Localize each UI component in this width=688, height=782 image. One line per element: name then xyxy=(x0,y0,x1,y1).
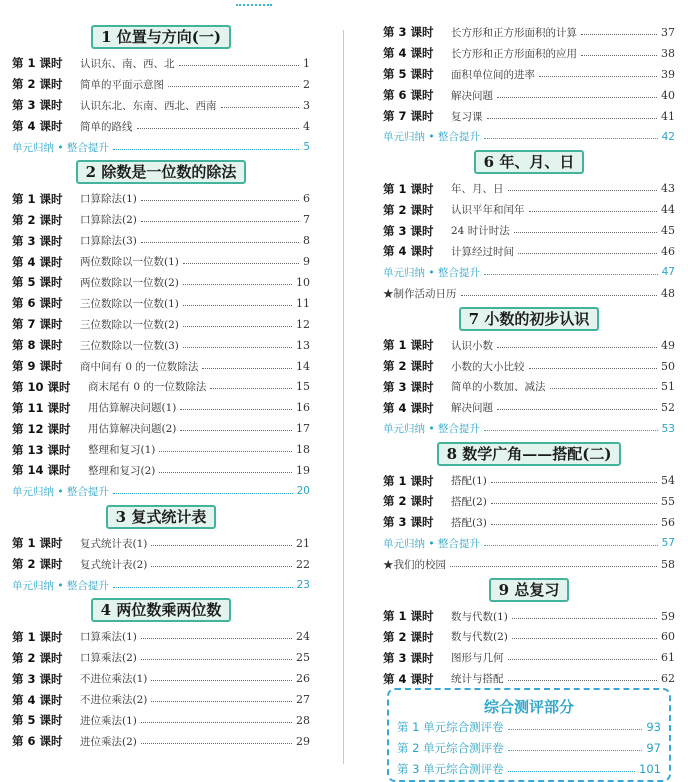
lesson-number: 第 3 课时 xyxy=(383,379,434,394)
dot-leader xyxy=(180,430,292,431)
lesson-entry[interactable] xyxy=(12,439,310,460)
dot-leader xyxy=(151,566,292,567)
assessment-title: 综合测评部分 xyxy=(483,698,574,716)
page-number: 101 xyxy=(639,762,661,777)
entry-title: 进位乘法(2) xyxy=(80,735,137,748)
dot-leader xyxy=(141,638,292,639)
dot-leader xyxy=(512,618,657,619)
dot-leader xyxy=(210,388,292,389)
entry-title: 单元归纳 • 整合提升 xyxy=(383,537,480,550)
dot-leader xyxy=(179,65,300,66)
entry-title: 统计与搭配 xyxy=(451,673,504,686)
entry-title: 计算经过时间 xyxy=(451,245,514,258)
page-number: 7 xyxy=(303,213,310,227)
entry-title: 搭配(1) xyxy=(451,475,487,488)
lesson-number: 第 2 课时 xyxy=(12,212,63,227)
dot-leader xyxy=(484,274,658,275)
entry-title: 单元归纳 • 整合提升 xyxy=(12,485,109,498)
lesson-entry[interactable] xyxy=(12,376,310,397)
page-number: 9 xyxy=(303,255,310,269)
entry-title: 长方形和正方形面积的计算 xyxy=(451,26,577,39)
unit-summary-entry[interactable] xyxy=(383,533,675,554)
page-number: 53 xyxy=(661,422,675,435)
page-number: 54 xyxy=(661,474,675,488)
page-number: 26 xyxy=(296,672,310,686)
lesson-number: 第 2 课时 xyxy=(383,359,434,374)
page-number: 41 xyxy=(661,109,675,123)
entry-title: 第 1 单元综合测评卷 xyxy=(397,720,504,735)
page-number: 55 xyxy=(661,494,675,508)
lesson-entry[interactable] xyxy=(12,710,310,731)
dot-leader xyxy=(581,34,657,35)
entry-title: 单元归纳 • 整合提升 xyxy=(12,141,109,154)
unit-summary-entry[interactable] xyxy=(383,418,675,439)
dot-leader xyxy=(497,347,657,348)
lesson-entry[interactable] xyxy=(383,356,675,377)
dot-leader xyxy=(168,86,299,87)
page-number: 38 xyxy=(661,46,675,60)
entry-title: 认识东北、东南、西北、西南 xyxy=(80,99,217,112)
lesson-number: 第 3 课时 xyxy=(383,223,434,238)
lesson-entry[interactable] xyxy=(383,376,675,397)
entry-title: 用估算解决问题(2) xyxy=(88,423,177,436)
dot-leader xyxy=(581,55,657,56)
page-number: 22 xyxy=(296,557,310,571)
lesson-entry[interactable] xyxy=(12,626,310,647)
unit-heading[interactable]: 1 位置与方向(一) xyxy=(91,25,231,49)
entry-title: 第 3 单元综合测评卷 xyxy=(397,762,504,777)
page-number: 44 xyxy=(661,203,675,217)
page-number: 62 xyxy=(661,672,675,686)
page-number: 23 xyxy=(296,579,310,592)
lesson-number: 第 5 课时 xyxy=(383,67,434,82)
lesson-number: 第 14 课时 xyxy=(12,463,71,478)
page-number: 60 xyxy=(661,630,675,644)
page-number: 11 xyxy=(296,296,310,310)
entry-title: 认识东、南、西、北 xyxy=(80,57,175,70)
entry-title: 复式统计表(2) xyxy=(80,558,148,571)
lesson-entry[interactable] xyxy=(12,460,310,481)
lesson-entry[interactable] xyxy=(383,491,675,512)
lesson-number: 第 1 课时 xyxy=(12,629,63,644)
entry-title: 解决问题 xyxy=(451,402,493,415)
dot-leader xyxy=(487,118,658,119)
entry-title: 认识小数 xyxy=(451,339,493,352)
page-number: 48 xyxy=(661,286,675,300)
lesson-entry[interactable] xyxy=(12,418,310,439)
entry-title: 图形与几何 xyxy=(451,652,504,665)
lesson-entry[interactable] xyxy=(383,22,675,43)
entry-title: 商末尾有 0 的一位数除法 xyxy=(88,381,207,394)
dot-leader xyxy=(141,242,299,243)
entry-title: 口算除法(3) xyxy=(80,235,137,248)
lesson-number: 第 11 课时 xyxy=(12,400,71,415)
page-number: 61 xyxy=(661,651,675,665)
page-number: 6 xyxy=(303,192,310,206)
lesson-entry[interactable] xyxy=(12,314,310,335)
lesson-number: 第 2 课时 xyxy=(12,557,63,572)
entry-title: 整理和复习(1) xyxy=(88,444,156,457)
lesson-number: 第 3 课时 xyxy=(12,233,63,248)
lesson-entry[interactable] xyxy=(383,241,675,262)
lesson-entry[interactable] xyxy=(383,64,675,85)
page-number: 28 xyxy=(296,713,310,727)
lesson-entry[interactable] xyxy=(383,512,675,533)
dot-leader xyxy=(508,729,643,730)
dot-leader xyxy=(113,493,293,494)
dot-leader xyxy=(221,107,300,108)
lesson-entry[interactable] xyxy=(12,188,310,209)
lesson-number: 第 4 课时 xyxy=(383,400,434,415)
lesson-number: 第 2 课时 xyxy=(383,494,434,509)
page-number: 10 xyxy=(296,275,310,289)
page-number: 56 xyxy=(661,515,675,529)
lesson-entry[interactable] xyxy=(12,647,310,668)
page-number: 3 xyxy=(303,98,310,112)
entry-title: 搭配(3) xyxy=(451,516,487,529)
page-number: 5 xyxy=(303,141,310,153)
lesson-number: 第 1 课时 xyxy=(383,473,434,488)
dot-leader xyxy=(159,451,292,452)
page-number: 59 xyxy=(661,609,675,623)
assessment-entry[interactable] xyxy=(389,738,669,759)
dot-leader xyxy=(508,190,658,191)
dot-leader xyxy=(183,284,292,285)
entry-title: 小数的大小比较 xyxy=(451,360,525,373)
dot-leader xyxy=(151,680,292,681)
lesson-number: 第 7 课时 xyxy=(383,109,434,123)
entry-title: 两位数除以一位数(1) xyxy=(80,256,179,269)
lesson-entry[interactable] xyxy=(12,209,310,230)
unit-summary-entry[interactable] xyxy=(12,481,310,502)
dot-leader xyxy=(529,211,658,212)
dot-leader xyxy=(151,545,292,546)
page-number: 42 xyxy=(661,130,675,143)
entry-title: 进位乘法(1) xyxy=(80,714,137,727)
lesson-entry[interactable] xyxy=(12,731,310,752)
lesson-number: 第 4 课时 xyxy=(12,119,63,134)
page-number: 2 xyxy=(303,77,310,91)
page-number: 46 xyxy=(661,244,675,258)
lesson-entry[interactable] xyxy=(12,116,310,137)
assessment-entry[interactable] xyxy=(389,717,669,738)
entry-title: 用估算解决问题(1) xyxy=(88,402,177,415)
lesson-number: 第 5 课时 xyxy=(12,275,63,290)
entry-title: 解决问题 xyxy=(451,89,493,102)
lesson-number: 第 2 课时 xyxy=(383,629,434,644)
lesson-entry[interactable] xyxy=(383,106,675,127)
entry-title: 口算乘法(2) xyxy=(80,652,137,665)
lesson-number: 第 1 课时 xyxy=(383,181,434,196)
unit-heading[interactable]: 7 小数的初步认识 xyxy=(459,307,600,331)
lesson-entry[interactable] xyxy=(12,293,310,314)
lesson-number: 第 10 课时 xyxy=(12,379,71,394)
dot-leader xyxy=(508,750,643,751)
assessment-box xyxy=(387,688,671,782)
column-divider xyxy=(343,30,344,764)
unit-summary-entry[interactable] xyxy=(383,126,675,147)
lesson-entry[interactable] xyxy=(12,668,310,689)
lesson-entry[interactable] xyxy=(12,533,310,554)
lesson-number: 第 1 课时 xyxy=(12,56,63,71)
unit-summary-entry[interactable] xyxy=(12,575,310,596)
lesson-entry[interactable] xyxy=(12,74,310,95)
entry-title: 三位数除以一位数(3) xyxy=(80,339,179,352)
entry-title: 不进位乘法(2) xyxy=(80,694,148,707)
unit-heading[interactable]: 9 总复习 xyxy=(489,578,570,602)
unit-heading[interactable]: 8 数学广角——搭配(二) xyxy=(437,442,622,466)
lesson-entry[interactable] xyxy=(383,397,675,418)
entry-title: 单元归纳 • 整合提升 xyxy=(383,423,480,436)
lesson-entry[interactable] xyxy=(383,85,675,106)
lesson-entry[interactable] xyxy=(383,199,675,220)
entry-title: 口算除法(2) xyxy=(80,214,137,227)
dot-leader xyxy=(484,545,658,546)
entry-title: 不进位乘法(1) xyxy=(80,673,148,686)
lesson-number: 第 6 课时 xyxy=(12,734,63,749)
entry-title: 口算除法(1) xyxy=(80,193,137,206)
page-number: 14 xyxy=(296,359,310,373)
page-number: 8 xyxy=(303,234,310,248)
page-number: 58 xyxy=(661,557,675,571)
lesson-number: 第 2 课时 xyxy=(12,77,63,92)
lesson-number: 第 3 课时 xyxy=(12,671,63,686)
entry-title: 三位数除以一位数(1) xyxy=(80,297,179,310)
page-number: 1 xyxy=(303,56,310,70)
toc-right-column xyxy=(383,22,675,689)
page-number: 29 xyxy=(296,734,310,748)
unit-heading[interactable]: 3 复式统计表 xyxy=(106,505,217,529)
top-decoration xyxy=(236,0,272,6)
lesson-entry[interactable] xyxy=(12,397,310,418)
page-number: 20 xyxy=(296,485,310,498)
lesson-number: 第 6 课时 xyxy=(383,88,434,103)
dot-leader xyxy=(183,326,292,327)
unit-heading[interactable]: 4 两位数乘两位数 xyxy=(91,598,232,622)
dot-leader xyxy=(508,680,658,681)
lesson-number: 第 5 课时 xyxy=(12,713,63,728)
lesson-entry[interactable] xyxy=(383,178,675,199)
entry-title: 单元归纳 • 整合提升 xyxy=(12,579,109,592)
page-number: 13 xyxy=(296,338,310,352)
toc-left-column xyxy=(12,22,310,752)
page-number: 39 xyxy=(661,67,675,81)
dot-leader xyxy=(518,253,657,254)
unit-summary-entry[interactable] xyxy=(12,137,310,158)
page-number: 16 xyxy=(296,401,310,415)
entry-title: 数与代数(2) xyxy=(451,631,508,644)
page-number: 43 xyxy=(661,182,675,196)
entry-title: ★我们的校园 xyxy=(383,558,446,571)
dot-leader xyxy=(508,659,658,660)
lesson-number: 第 7 课时 xyxy=(12,317,63,332)
unit-heading[interactable]: 2 除数是一位数的除法 xyxy=(76,160,247,184)
dot-leader xyxy=(183,263,299,264)
dot-leader xyxy=(512,638,657,639)
lesson-number: 第 3 课时 xyxy=(383,25,434,40)
entry-title: 搭配(2) xyxy=(451,495,487,508)
entry-title: 复式统计表(1) xyxy=(80,537,148,550)
lesson-entry[interactable] xyxy=(12,335,310,356)
lesson-number: 第 1 课时 xyxy=(12,536,63,551)
lesson-number: 第 4 课时 xyxy=(12,692,63,707)
lesson-number: 第 4 课时 xyxy=(12,254,63,269)
dot-leader xyxy=(497,97,657,98)
lesson-entry[interactable] xyxy=(383,626,675,647)
dot-leader xyxy=(491,482,657,483)
lesson-number: 第 3 课时 xyxy=(383,650,434,665)
dot-leader xyxy=(183,347,292,348)
page-number: 49 xyxy=(661,338,675,352)
unit-summary-entry[interactable] xyxy=(383,262,675,283)
dot-leader xyxy=(183,305,292,306)
dot-leader xyxy=(484,430,658,431)
dot-leader xyxy=(159,472,292,473)
lesson-number: 第 2 课时 xyxy=(12,650,63,665)
entry-title: 数与代数(1) xyxy=(451,610,508,623)
entry-title: 认识平年和闰年 xyxy=(451,204,525,217)
dot-leader xyxy=(529,368,658,369)
page-number: 12 xyxy=(296,317,310,331)
dot-leader xyxy=(141,200,299,201)
page-number: 47 xyxy=(661,266,675,279)
page-number: 93 xyxy=(646,720,661,735)
lesson-entry[interactable] xyxy=(383,43,675,64)
dot-leader xyxy=(151,701,292,702)
lesson-number: 第 3 课时 xyxy=(383,515,434,530)
lesson-entry[interactable] xyxy=(383,335,675,356)
dot-leader xyxy=(202,368,292,369)
page-number: 4 xyxy=(303,119,310,133)
dot-leader xyxy=(141,743,292,744)
lesson-number: 第 4 课时 xyxy=(383,244,434,259)
entry-title: 年、月、日 xyxy=(451,183,504,196)
lesson-number: 第 1 课时 xyxy=(383,609,434,624)
dot-leader xyxy=(113,587,293,588)
entry-title: 简单的平面示意图 xyxy=(80,78,164,91)
entry-title: 单元归纳 • 整合提升 xyxy=(383,266,480,279)
dot-leader xyxy=(514,232,657,233)
lesson-entry[interactable] xyxy=(12,95,310,116)
activity-entry[interactable] xyxy=(383,554,675,575)
activity-entry[interactable] xyxy=(383,283,675,304)
entry-title: 口算乘法(1) xyxy=(80,631,137,644)
dot-leader xyxy=(491,524,657,525)
lesson-number: 第 6 课时 xyxy=(12,296,63,311)
page-number: 17 xyxy=(296,422,310,436)
page-number: 24 xyxy=(296,630,310,644)
dot-leader xyxy=(539,76,657,77)
lesson-number: 第 3 课时 xyxy=(12,98,63,113)
dot-leader xyxy=(141,659,292,660)
entry-title: 两位数除以一位数(2) xyxy=(80,276,179,289)
page-number: 50 xyxy=(661,359,675,373)
dot-leader xyxy=(141,722,292,723)
page-number: 27 xyxy=(296,693,310,707)
dot-leader xyxy=(180,409,292,410)
lesson-number: 第 1 课时 xyxy=(383,338,434,353)
lesson-number: 第 1 课时 xyxy=(12,191,63,206)
page-number: 25 xyxy=(296,651,310,665)
entry-title: 商中间有 0 的一位数除法 xyxy=(80,360,199,373)
dot-leader xyxy=(137,128,300,129)
page-number: 21 xyxy=(296,536,310,550)
page-number: 15 xyxy=(296,380,310,394)
page-number: 37 xyxy=(661,25,675,39)
entry-title: 面积单位间的进率 xyxy=(451,68,535,81)
entry-title: 三位数除以一位数(2) xyxy=(80,318,179,331)
entry-title: 长方形和正方形面积的应用 xyxy=(451,47,577,60)
entry-title: 整理和复习(2) xyxy=(88,464,156,477)
lesson-entry[interactable] xyxy=(383,606,675,627)
lesson-number: 第 8 课时 xyxy=(12,338,63,353)
entry-title: 简单的小数加、减法 xyxy=(451,381,546,394)
page-number: 51 xyxy=(661,380,675,394)
lesson-entry[interactable] xyxy=(12,689,310,710)
lesson-number: 第 9 课时 xyxy=(12,359,63,374)
lesson-entry[interactable] xyxy=(12,53,310,74)
page-number: 45 xyxy=(661,224,675,238)
lesson-number: 第 12 课时 xyxy=(12,421,71,436)
dot-leader xyxy=(141,221,299,222)
lesson-entry[interactable] xyxy=(12,272,310,293)
lesson-number: 第 4 课时 xyxy=(383,671,434,686)
page-number: 57 xyxy=(661,537,675,550)
dot-leader xyxy=(491,503,657,504)
unit-heading[interactable]: 6 年、月、日 xyxy=(474,150,585,174)
page-number: 18 xyxy=(296,443,310,457)
entry-title: 复习课 xyxy=(451,110,483,123)
entry-title: 24 时计时法 xyxy=(451,225,510,238)
dot-leader xyxy=(508,771,635,772)
entry-title: 简单的路线 xyxy=(80,120,133,133)
lesson-number: 第 13 课时 xyxy=(12,442,71,457)
lesson-entry[interactable] xyxy=(383,470,675,491)
page-number: 97 xyxy=(646,741,661,756)
lesson-entry[interactable] xyxy=(383,647,675,668)
lesson-entry[interactable] xyxy=(12,230,310,251)
lesson-entry[interactable] xyxy=(12,251,310,272)
lesson-entry[interactable] xyxy=(12,356,310,377)
dot-leader xyxy=(484,138,658,139)
dot-leader xyxy=(497,409,657,410)
page-number: 52 xyxy=(661,401,675,415)
lesson-entry[interactable] xyxy=(383,220,675,241)
assessment-entry[interactable] xyxy=(389,759,669,780)
lesson-number: 第 2 课时 xyxy=(383,202,434,217)
dot-leader xyxy=(113,149,299,150)
page-number: 19 xyxy=(296,463,310,477)
lesson-entry[interactable] xyxy=(383,668,675,689)
lesson-entry[interactable] xyxy=(12,554,310,575)
dot-leader xyxy=(450,566,657,567)
dot-leader xyxy=(461,295,658,296)
entry-title: 单元归纳 • 整合提升 xyxy=(383,131,480,144)
dot-leader xyxy=(550,388,658,389)
lesson-number: 第 4 课时 xyxy=(383,46,434,61)
entry-title: ★制作活动日历 xyxy=(383,287,457,300)
entry-title: 第 2 单元综合测评卷 xyxy=(397,741,504,756)
page-number: 40 xyxy=(661,88,675,102)
